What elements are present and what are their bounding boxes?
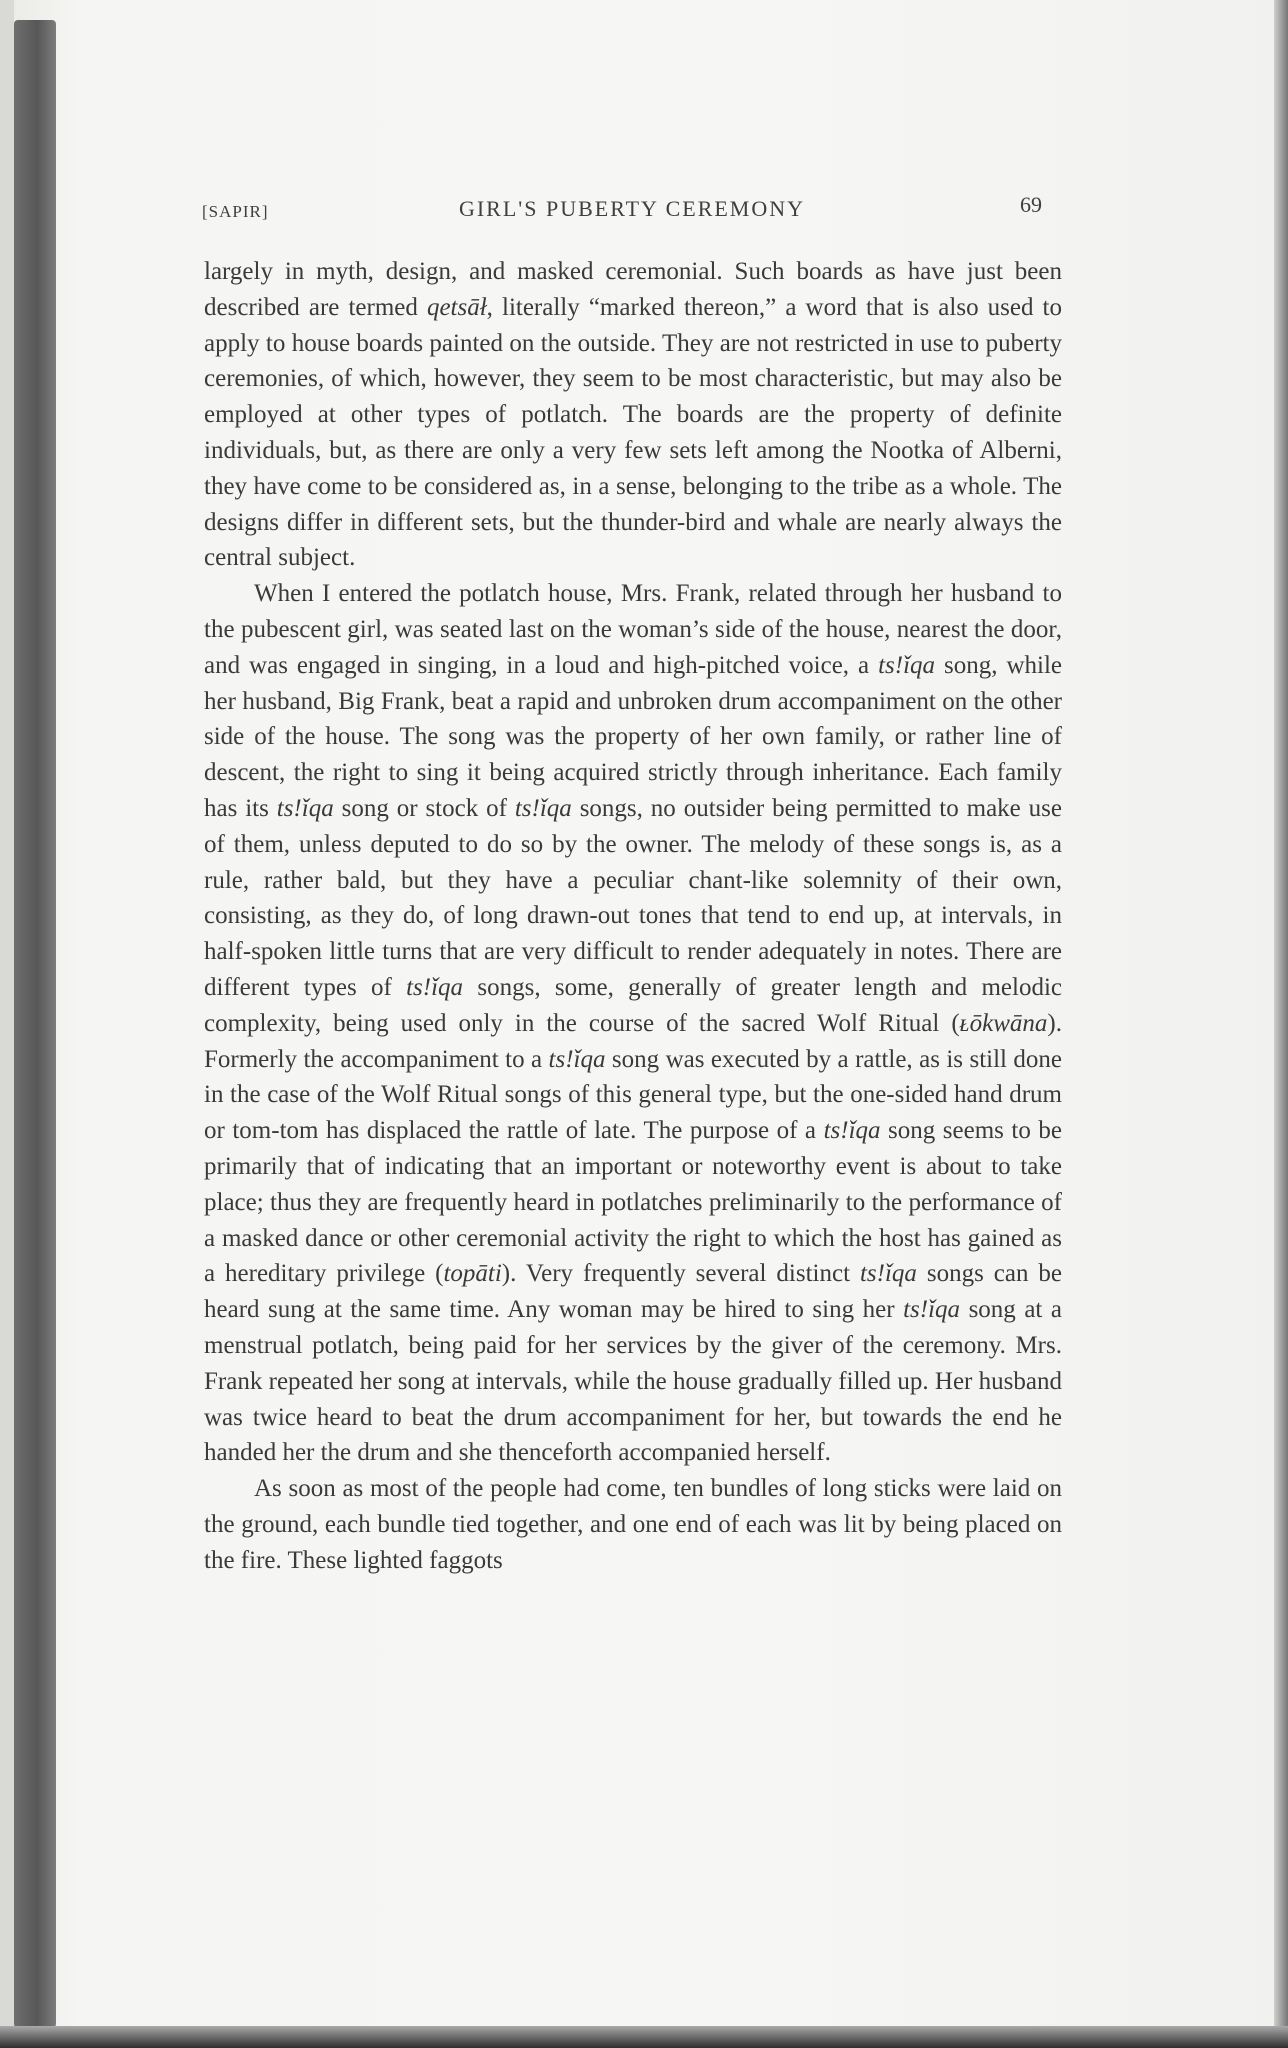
italic-term: ts!ǐqa [548,1045,606,1073]
page-right-edge [1274,0,1288,2048]
text-run: As soon as most of the people had come, ten bundles of long sticks were laid on the ground, each bundle tied together, and one end of each was lit by being placed on the fire. These lighted faggots [204,1475,1062,1574]
page-left-margin [0,0,14,2048]
text-run: song was executed by a rattle, as is still done in the case of the Wolf Ritual songs of this general type, but the one-sided hand drum or tom-tom has displaced the rattle of late. The purpose of a [204,1045,1063,1145]
italic-term: ts!ǐqa [903,1296,961,1324]
paragraph [204,576,1062,1471]
italic-term: ts!ǐqa [823,1117,881,1145]
italic-term: topāti [443,1260,502,1288]
body-text [204,254,1062,1578]
text-run: ). Very frequently several distinct [501,1260,860,1288]
text-run: song at a menstrual potlatch, being paid for her services by the giver of the ceremony. Mrs. Frank repeated her song at intervals, while the house gradually filled up. Her husband was twice heard to beat the drum accompaniment for her, but towards the end he handed her the drum and she thenceforth accompanied herself. [204,1296,1062,1467]
italic-term: ts!ǐqa [406,973,464,1001]
binding-shadow-bar [14,20,56,2028]
italic-term: ts!ǐqa [276,794,334,822]
text-run: largely in myth, design, and masked ceremonial. Such boards as have just been described are termed [204,258,1062,321]
header-title: GIRL'S PUBERTY CEREMONY [458,196,806,221]
text-run: When I entered the potlatch house, Mrs. Frank, related through her husband to the pubescent girl, was seated last on the woman’s side of the house, nearest the door, and was engaged in singing, in a loud and high-pitched voice, a [204,580,1062,679]
italic-term: ts!ǐqa [878,651,936,679]
italic-term: ts!ǐqa [514,794,572,822]
italic-term: qetsāł [426,293,487,321]
text-run: , literally “marked thereon,” a word that is also used to apply to house boards painted on the outside. They are not restricted in use to puberty ceremonies, of which, however, they seem to be most characteristic, but may also be employed at other types of potlatch. The boards are the property of definite individuals, but, as there are only a very few sets left among the Nootka of Alberni, they have come to be considered as, in a sense, belonging to the tribe as a whole. The designs differ in different sets, but the thunder-bird and whale are nearly always the central subject. [204,293,1062,572]
text-run: songs, no outsider being permitted to make use of them, unless deputed to do so by the owner. The melody of these songs is, as a rule, rather bald, but they have a peculiar chant-like solemnity of their own, consisting, as they do, of long drawn-out tones that tend to end up, at intervals, in half-spoken little turns that are very difficult to render adequately in notes. There are different types of [204,794,1062,1001]
paragraph [204,254,1062,576]
italic-term: ts!ǐqa [859,1260,917,1288]
running-head [202,192,1062,228]
page-bottom-edge [0,2026,1288,2048]
text-run: ). Formerly the accompaniment to a [204,1009,1062,1073]
page-number: 69 [1020,192,1042,217]
header-author: [SAPIR] [202,202,269,221]
italic-term: ᴌōkwāna [959,1009,1048,1037]
text-run: song seems to be primarily that of indicating that an important or noteworthy event is about to take place; thus they are frequently heard in potlatches preliminarily to the performance of a masked dance or other ceremonial activity the right to which the host has gained as a hereditary privilege ( [204,1117,1062,1288]
text-run: songs can be heard sung at the same time. Any woman may be hired to sing her [204,1260,1062,1324]
text-run: song, while her husband, Big Frank, beat a rapid and unbroken drum accompaniment on the other side of the house. The song was the property of her own family, or rather line of descent, the right to sing it being acquired strictly through inheritance. Each family has its [204,651,1062,822]
paragraph [204,1471,1062,1578]
text-run: song or stock of [333,794,515,822]
text-run: songs, some, generally of greater length and melodic complexity, being used only in the course of the sacred Wolf Ritual ( [204,973,1062,1037]
